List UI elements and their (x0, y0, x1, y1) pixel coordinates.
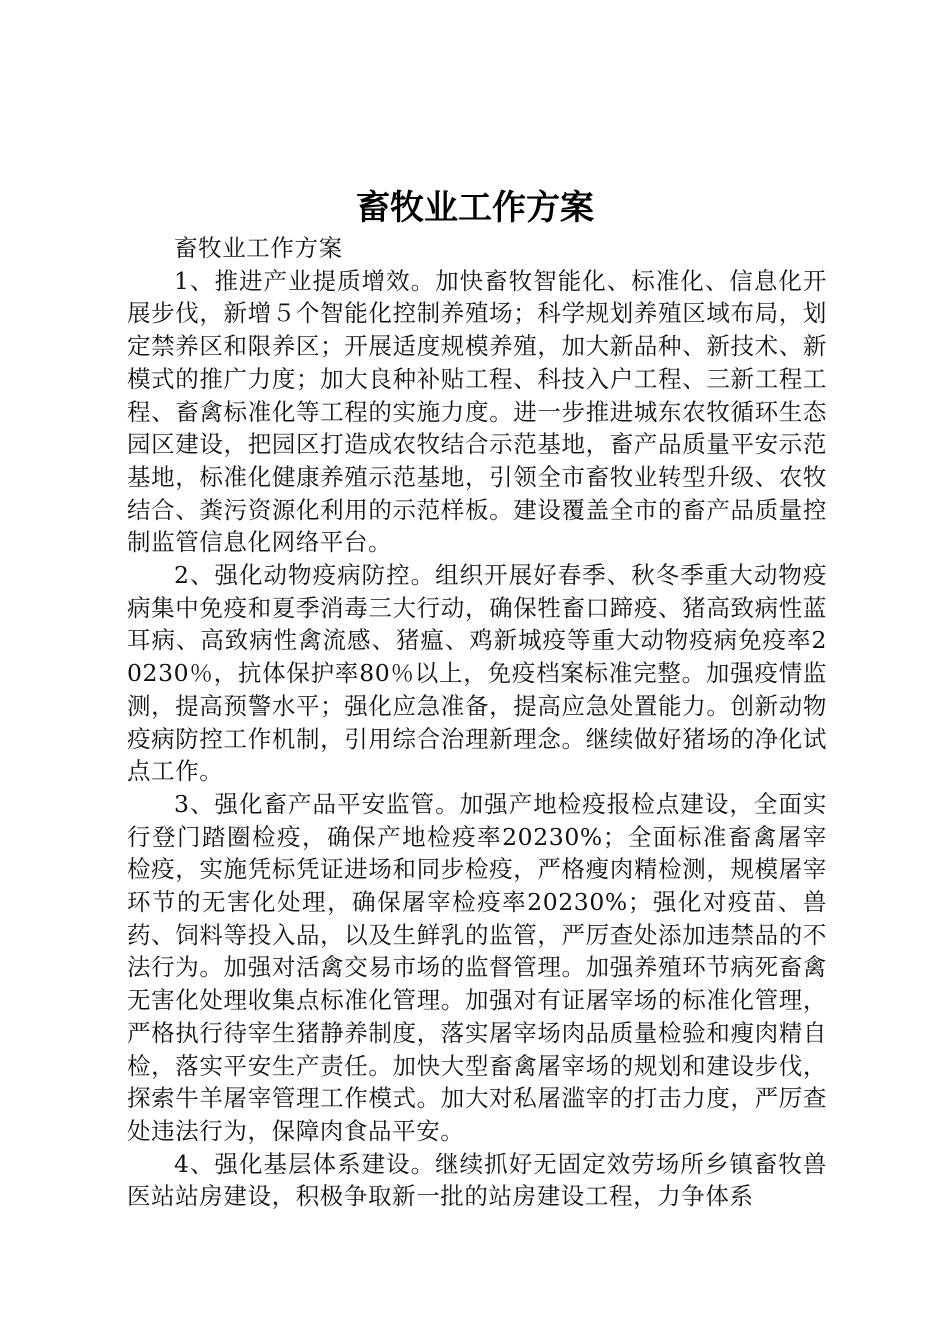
paragraph-1: 1、推进产业提质增效。加快畜牧智能化、标准化、信息化开展步伐，新增５个智能化控制养殖场；科学规划养殖区域布局，划定禁养区和限养区；开展适度规模养殖，加大新品种、新技术、新模式的推广力度；加大良种补贴工程、科技入户工程、三新工程工程、畜禽标准化等工程的实施力度。进一步推进城东农牧循环生态园区建设，把园区打造成农牧结合示范基地，畜产品质量平安示范基地，标准化健康养殖示范基地，引领全市畜牧业转型升级、农牧结合、粪污资源化利用的示范样板。建设覆盖全市的畜产品质量控制监管信息化网络平台。 (127, 266, 827, 557)
document-title: 畜牧业工作方案 (356, 188, 594, 228)
document-body (127, 232, 827, 1213)
paragraph-2: 2、强化动物疫病防控。组织开展好春季、秋冬季重大动物疫病集中免疫和夏季消毒三大行动，确保牲畜口蹄疫、猪高致病性蓝耳病、高致病性禽流感、猪瘟、鸡新城疫等重大动物疫病免疫率20230％，抗体保护率80％以上，免疫档案标准完整。加强疫情监测，提高预警水平；强化应急准备，提高应急处置能力。创新动物疫病防控工作机制，引用综合治理新理念。继续做好猪场的净化试点工作。 (127, 561, 827, 786)
paragraph-3: 3、强化畜产品平安监管。加强产地检疫报检点建设，全面实行登门踏圈检疫，确保产地检疫率20230%；全面标准畜禽屠宰检疫，实施凭标凭证进场和同步检疫，严格瘦肉精检测，规模屠宰环节的无害化处理，确保屠宰检疫率20230%；强化对疫苗、兽药、饲料等投入品，以及生鲜乳的监管，严厉查处添加违禁品的不法行为。加强对活禽交易市场的监督管理。加强养殖环节病死畜禽无害化处理收集点标准化管理。加强对有证屠宰场的标准化管理，严格执行待宰生猪静养制度，落实屠宰场肉品质量检验和瘦肉精自检，落实平安生产责任。加快大型畜禽屠宰场的规划和建设步伐，探索牛羊屠宰管理工作模式。加大对私屠滥宰的打击力度，严厉查处违法行为，保障肉食品平安。 (127, 789, 827, 1145)
paragraph-4: 4、强化基层体系建设。继续抓好无固定效劳场所乡镇畜牧兽医站站房建设，积极争取新一批的站房建设工程，力争体系 (127, 1149, 827, 1211)
subtitle-line: 畜牧业工作方案 (174, 234, 343, 262)
